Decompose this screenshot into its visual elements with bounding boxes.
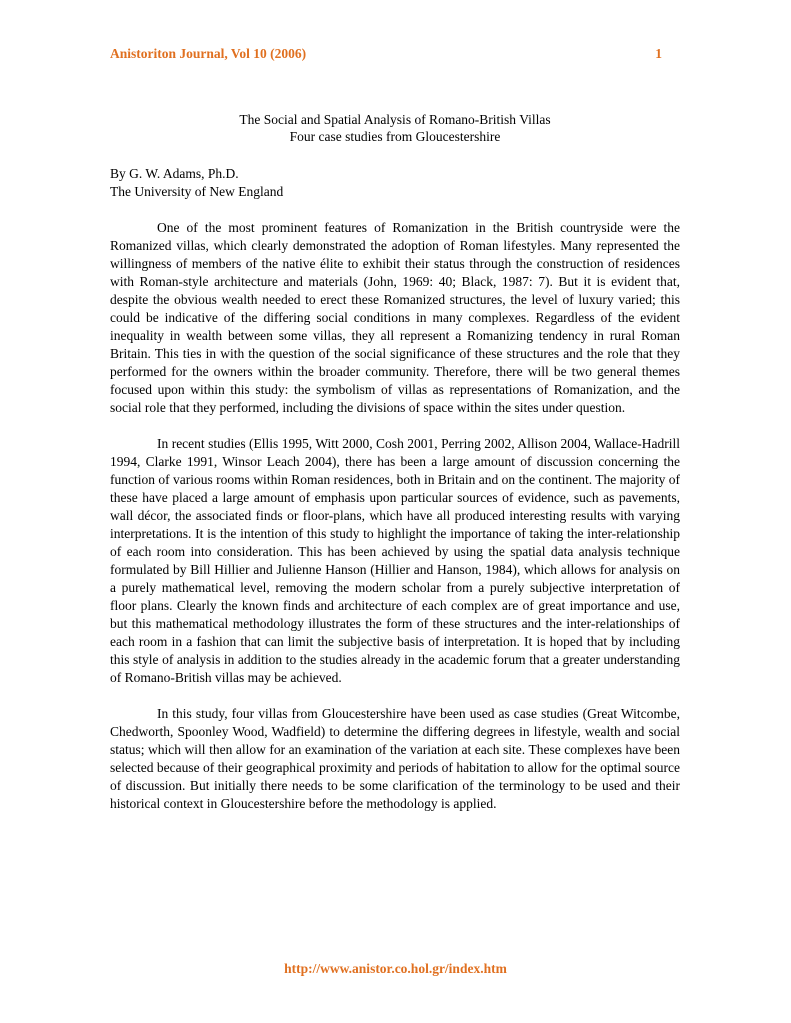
title-block — [110, 111, 680, 145]
running-header — [110, 46, 662, 62]
author-name: By G. W. Adams, Ph.D. — [110, 166, 239, 181]
body-text — [110, 219, 680, 831]
author-block — [110, 165, 680, 201]
page-number: 1 — [655, 46, 662, 61]
paper-title: The Social and Spatial Analysis of Romano-British Villas — [239, 112, 551, 127]
author-affiliation: The University of New England — [110, 184, 284, 199]
paragraph-1: One of the most prominent features of Romanization in the British countryside were the Romanized villas, which clearly demonstrated the adoption of Roman lifestyles. Many represented the willingness of members of the native élite to exhibit their status through the construction of residences with Roman-style architecture and materials (John, 1969: 40; Black, 1987: 7). But it is evident that, despite the obvious wealth needed to erect these Romanized structures, the level of luxury varied; this could be indicative of the differing social conditions in many complexes. Regardless of the evident inequality in wealth between some villas, they all represent a Romanizing tendency in rural Roman Britain. This ties in with the question of the social significance of these structures and the role that they performed for the owners within the broader community. Therefore, there will be two general themes focused upon within this study: the symbolism of villas as representations of Romanization, and the social role that they performed, including the divisions of space within the sites under question. — [110, 220, 680, 415]
paragraph-2: In recent studies (Ellis 1995, Witt 2000, Cosh 2001, Perring 2002, Allison 2004, Wallace-Hadrill 1994, Clarke 1991, Winsor Leach 2004), there has been a large amount of discussion concerning the function of various rooms within Roman residences, both in Britain and on the continent. The majority of these have placed a large amount of emphasis upon particular sources of evidence, such as pavements, wall décor, the associated finds or floor-plans, which have all produced interesting results with varying interpretations. It is the intention of this study to highlight the importance of taking the inter-relationship of each room into consideration. This has been achieved by using the spatial data analysis technique formulated by Bill Hillier and Julienne Hanson (Hillier and Hanson, 1984), which allows for analysis on a purely mathematical level, removing the modern scholar from a purely subjective interpretation of floor plans. Clearly the known finds and architecture of each complex are of great importance and use, but this mathematical methodology illustrates the form of these structures and the inter-relationships of each room in a fashion that can limit the subjective basis of interpretation. It is hoped that by including this style of analysis in addition to the studies already in the academic forum that a greater understanding of Romano-British villas may be achieved. — [110, 436, 680, 685]
footer-url-link[interactable]: http://www.anistor.co.hol.gr/index.htm — [284, 961, 507, 976]
journal-name: Anistoriton Journal, Vol 10 (2006) — [110, 46, 307, 61]
paper-subtitle: Four case studies from Gloucestershire — [289, 129, 501, 144]
paragraph-3: In this study, four villas from Gloucestershire have been used as case studies (Great Witcombe, Chedworth, Spoonley Wood, Wadfield) to determine the differing degrees in lifestyle, wealth and social status; which will then allow for an examination of the variation at each site. These complexes have been selected because of their geographical proximity and periods of habitation to allow for the optimal source of discussion. But initially there needs to be some clarification of the terminology to be used and their historical context in Gloucestershire before the methodology is applied. — [110, 706, 680, 811]
